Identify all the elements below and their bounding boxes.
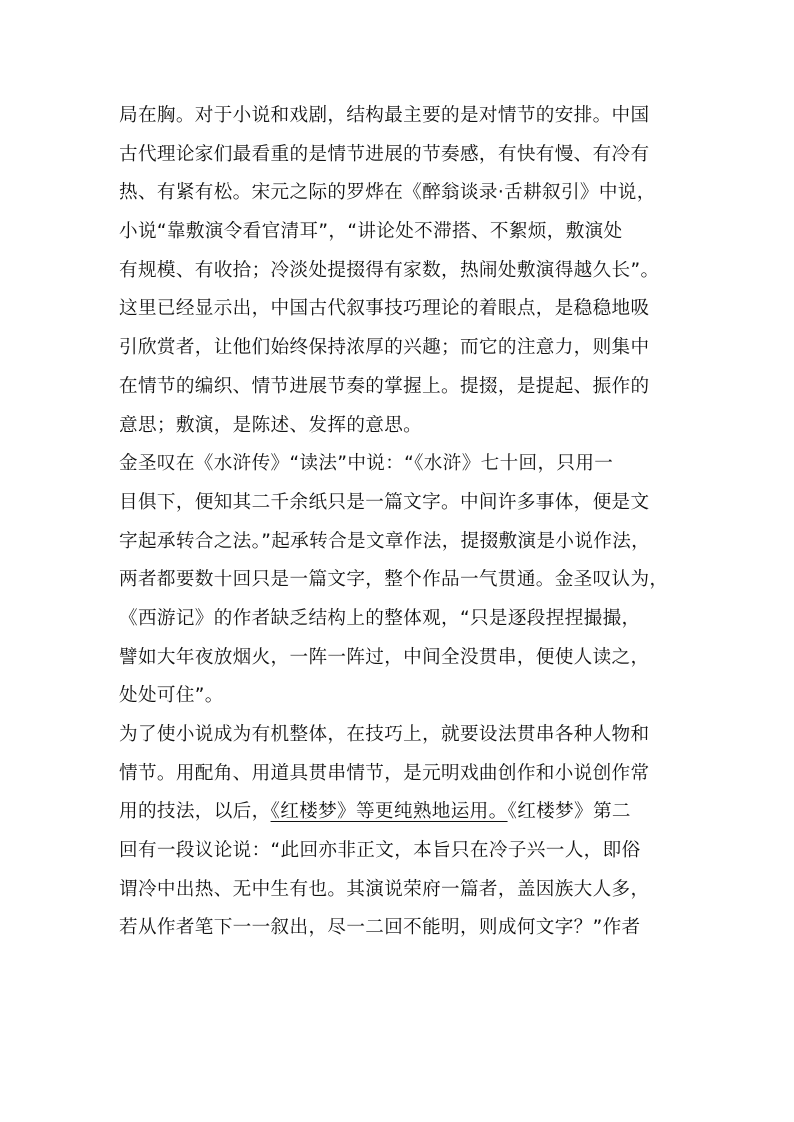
- text-line: 在情节的编织、情节进展节奏的掌握上。提掇，是提起、振作的: [119, 375, 650, 397]
- text-line: 《西游记》的作者缺乏结构上的整体观，“只是逐段捏捏撮撮，: [119, 607, 641, 629]
- text-line: 小说“靠敷演令看官清耳”，“讲论处不滞搭、不絮烦，敷演处: [119, 221, 623, 243]
- text-line: 谓冷中出热、无中生有也。其演说荣府一篇者，盖因族大人多，: [119, 878, 650, 900]
- text-line: 字起承转合之法。”起承转合是文章作法，提掇敷演是小说作法，: [119, 530, 651, 552]
- text-line: 回有一段议论说：“此回亦非正文，本旨只在冷子兴一人，即俗: [119, 840, 641, 862]
- text-line: 金圣叹在《水浒传》“读法”中说：“《水浒》七十回，只用一: [119, 453, 614, 475]
- document-page: [119, 97, 679, 948]
- underlined-text: 《红楼梦》等更纯熟地运用。: [270, 801, 508, 823]
- text-line: 两者都要数十回只是一篇文字，整个作品一气贯通。金圣叹认为，: [119, 569, 669, 591]
- text-line: 意思；敷演，是陈述、发挥的意思。: [119, 414, 423, 436]
- text-line: 为了使小说成为有机整体，在技巧上，就要设法贯串各种人物和: [119, 724, 650, 745]
- text-line: 处处可住”。: [119, 685, 224, 707]
- text-line-with-underline: [119, 793, 679, 832]
- line-text-before: 用的技法，以后，: [119, 801, 271, 823]
- text-line: 局在胸。对于小说和戏剧，结构最主要的是对情节的安排。中国: [119, 105, 650, 126]
- text-line: 譬如大年夜放烟火，一阵一阵过，中间全没贯串，便使人读之，: [119, 646, 650, 668]
- text-line: 目俱下，便知其二千余纸只是一篇文字。中间许多事体，便是文: [119, 491, 650, 513]
- text-line: 若从作者笔下一一叙出，尽一二回不能明，则成何文字？”作者: [119, 917, 641, 939]
- text-line: 有规模、有收拾；冷淡处提掇得有家数，热闹处敷演得越久长”。: [119, 259, 660, 281]
- text-line: 热、有紧有松。宋元之际的罗烨在《醉翁谈录·舌耕叙引》中说，: [119, 182, 656, 204]
- line-text-after: 《红楼梦》第二: [507, 801, 631, 823]
- text-line: 引欣赏者，让他们始终保持浓厚的兴趣；而它的注意力，则集中: [119, 337, 650, 359]
- text-line: 情节。用配角、用道具贯串情节，是元明戏曲创作和小说创作常: [119, 762, 650, 784]
- text-line: 古代理论家们最看重的是情节进展的节奏感，有快有慢、有冷有: [119, 143, 650, 165]
- text-line: 这里已经显示出，中国古代叙事技巧理论的着眼点，是稳稳地吸: [119, 298, 650, 320]
